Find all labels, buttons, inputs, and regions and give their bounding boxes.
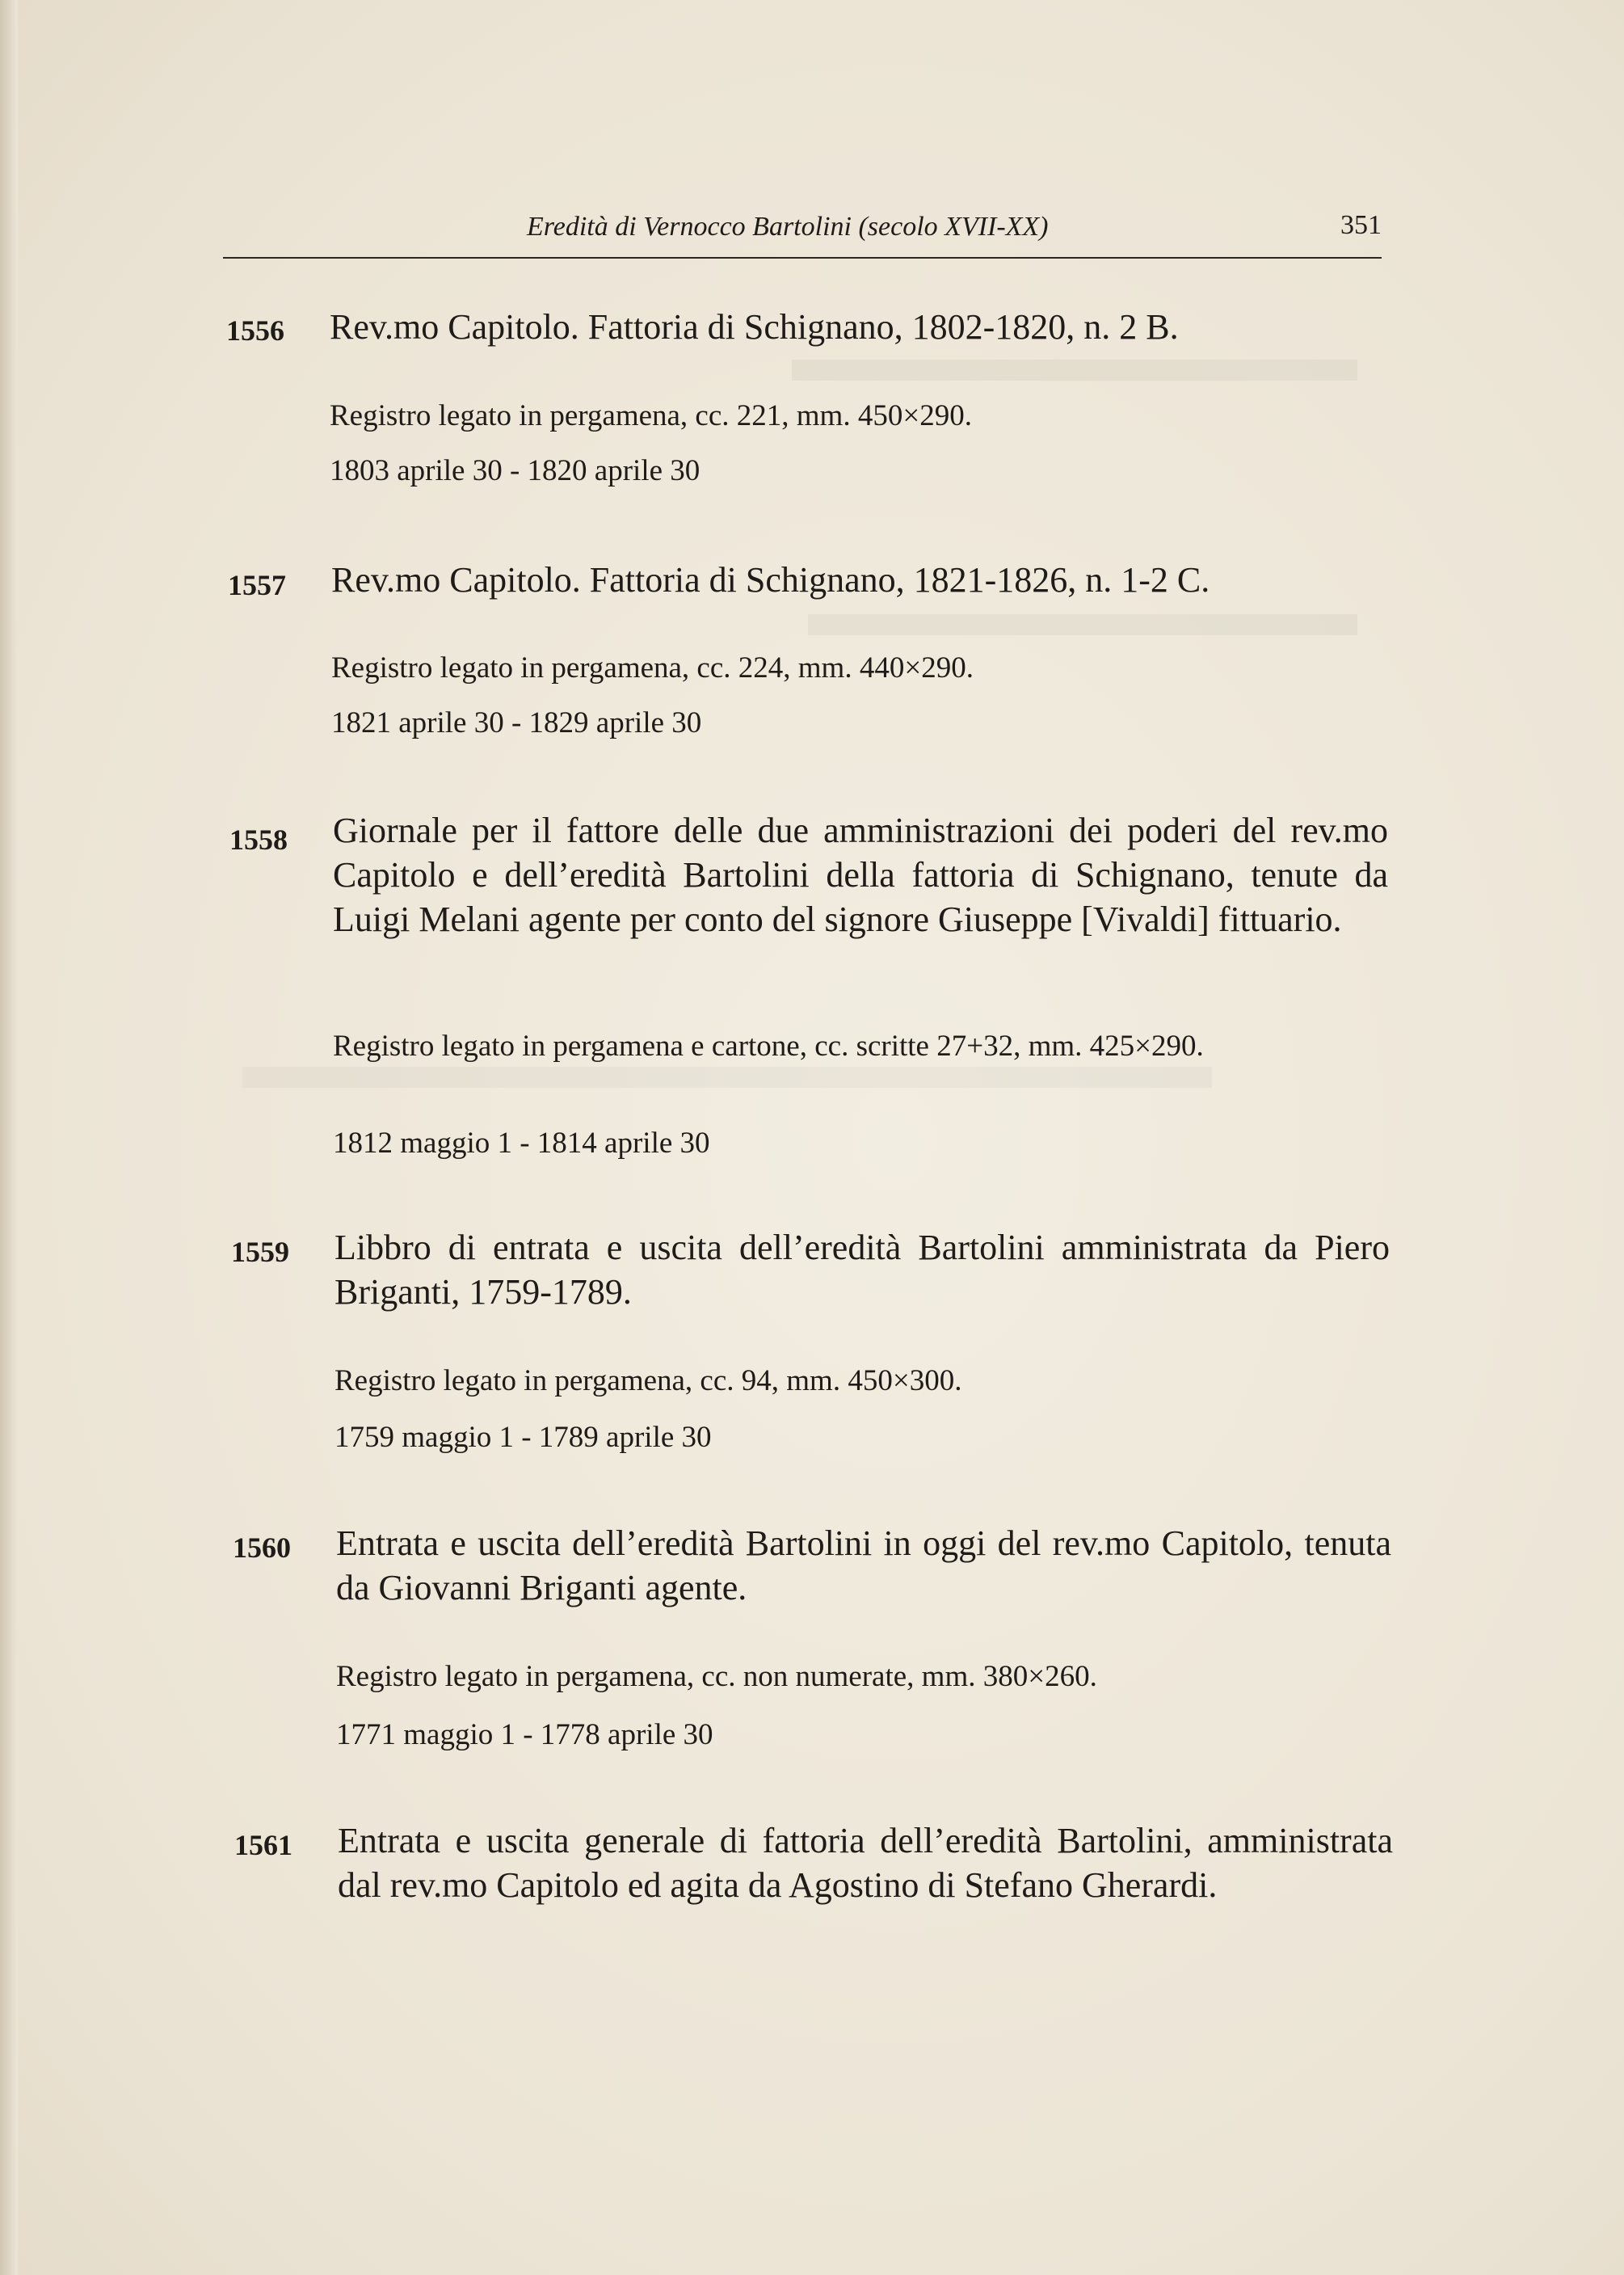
entry-description: Registro legato in pergamena, cc. 221, mm. 450×290. xyxy=(330,399,972,432)
page-number: 351 xyxy=(1340,210,1382,240)
entry-date-range: 1803 aprile 30 - 1820 aprile 30 xyxy=(330,454,701,487)
entry-number: 1560 xyxy=(233,1531,291,1564)
entry-title: Libbro di entrata e uscita dell’eredità Bartolini amministrata da Piero Briganti, 1759-1789. xyxy=(334,1228,1390,1312)
entry-title: Rev.mo Capitolo. Fattoria di Schignano, 1802-1820, n. 2 B. xyxy=(330,307,1179,347)
entry-title: Giornale per il fattore delle due amministrazioni dei poderi del rev.mo Capitolo e dell’eredità Bartolini della fattoria di Schignano, tenute da Luigi Melani agente per conto del signore Giuseppe [Vivaldi] fittuario. xyxy=(333,811,1388,939)
entry-date-range: 1812 maggio 1 - 1814 aprile 30 xyxy=(333,1127,710,1160)
entry-description: Registro legato in pergamena, cc. non numerate, mm. 380×260. xyxy=(336,1660,1097,1693)
bleed-through-shadow xyxy=(792,360,1357,381)
bleed-through-shadow xyxy=(242,1067,1212,1088)
page-header xyxy=(223,204,1382,259)
entry-date-range: 1771 maggio 1 - 1778 aprile 30 xyxy=(336,1718,713,1751)
bleed-through-shadow xyxy=(808,614,1357,635)
running-title: Eredità di Vernocco Bartolini (secolo XVII-XX) xyxy=(527,212,1049,242)
page-gutter xyxy=(0,0,18,2275)
entry-description: Registro legato in pergamena, cc. 94, mm. 450×300. xyxy=(334,1364,962,1397)
entry-number: 1557 xyxy=(228,569,286,601)
entry-number: 1559 xyxy=(231,1236,289,1268)
entry-title: Entrata e uscita dell’eredità Bartolini in oggi del rev.mo Capitolo, tenuta da Giovanni Briganti agente. xyxy=(336,1523,1391,1607)
entry-title: Entrata e uscita generale di fattoria dell’eredità Bartolini, amministrata dal rev.mo Capitolo ed agita da Agostino di Stefano Gherardi. xyxy=(338,1821,1393,1905)
entry-number: 1561 xyxy=(234,1829,292,1861)
entry-description: Registro legato in pergamena e cartone, cc. scritte 27+32, mm. 425×290. xyxy=(333,1030,1204,1063)
entry-title: Rev.mo Capitolo. Fattoria di Schignano, 1821-1826, n. 1-2 C. xyxy=(331,560,1210,600)
entry-number: 1558 xyxy=(229,824,288,856)
entry-number: 1556 xyxy=(226,314,284,347)
entry-date-range: 1759 maggio 1 - 1789 aprile 30 xyxy=(334,1421,712,1454)
entry-description: Registro legato in pergamena, cc. 224, mm. 440×290. xyxy=(331,651,974,685)
entry-date-range: 1821 aprile 30 - 1829 aprile 30 xyxy=(331,706,702,739)
